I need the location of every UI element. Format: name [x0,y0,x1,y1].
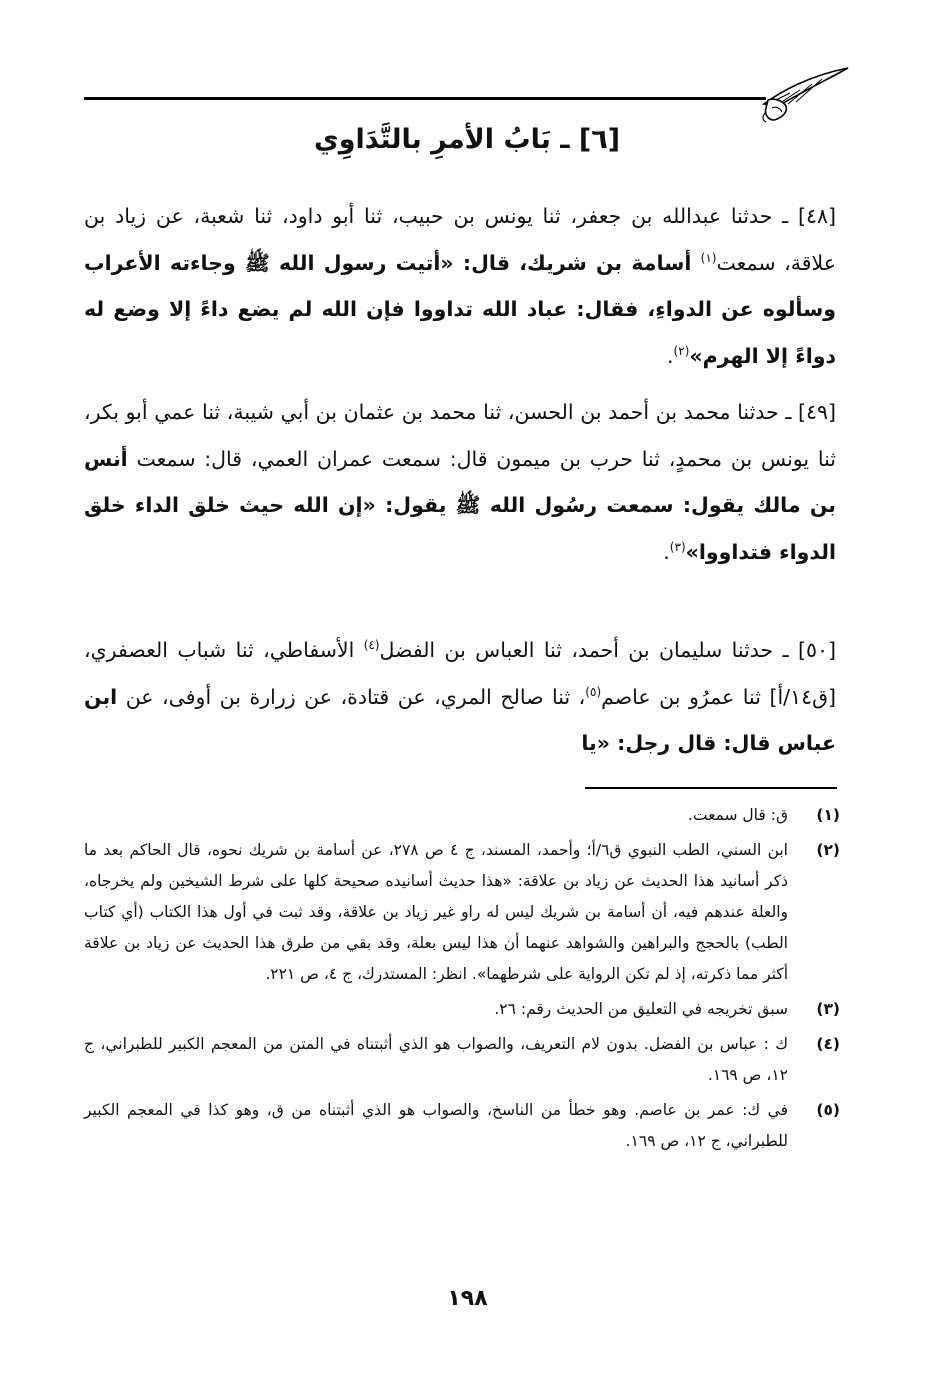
hadith-49-paragraph [84,389,836,575]
hadith-50-isnad-3: ، ثنا صالح المري، عن قتادة، عن زرارة بن أوفى، عن [117,684,586,709]
footnote-number: (٢) [816,841,840,859]
hadith-49 [84,389,836,575]
footnote-ref-5[interactable]: (٥) [585,684,602,699]
footnotes [84,800,840,1161]
footnote-ref-1[interactable]: (١) [700,250,717,265]
footnote-number: (٥) [816,1101,840,1119]
footnote-number: (١) [816,806,840,824]
footnote-text: في ك: عمر بن عاصم. وهو خطأ من الناسخ، والصواب هو الذي أثبتناه من ق، وهو كذا في المعجم الكبير للطبراني، ج ١٢، ص ١٦٩. [84,1101,788,1150]
footnote-3 [84,994,840,1025]
header-rule [84,97,766,100]
hadith-48-paragraph [84,193,836,379]
footnote-text: ابن السني، الطب النبوي ق٦/أ؛ وأحمد، المسند، ج ٤ ص ٢٧٨، عن أسامة بن شريك نحوه، قال الحاكم بعد ما ذكر أسانيد هذا الحديث عن زياد بن علاقة: «هذا حديث أسانيده صحيحة كلها على شرط الشيخين ولم يخرجاه، والعلة عندهم فيه، أن أسامة بن شريك ليس له راو غير زياد بن علاقة، وقد ثبت في أول هذا الكتاب (أي كتاب الطب) بالحجج والبراهين والشواهد عنهما أن هذا ليس بعلة، وقد بقي من طرق هذا الحديث عن زياد بن علاقة أكثر مما ذكرته، إذ لم تكن الرواية على شرطهما». انظر: المستدرك، ج ٤، ص ٢٢١. [84,841,788,983]
quill-hand-icon [760,62,852,124]
footnote-ref-4[interactable]: (٤) [363,638,380,653]
hadith-49-isnad: [٤٩] ـ حدثنا محمد بن أحمد بن الحسن، ثنا محمد بن عثمان بن أبي شيبة، ثنا عمي أبو بكر، ثنا يونس بن محمدٍ، ثنا حرب بن ميمون قال: سمعت عمران العمي، قال: سمعت [84,400,836,471]
footnote-ref-2[interactable]: (٢) [673,343,690,358]
footnote-1 [84,800,840,831]
footnote-ref-3[interactable]: (٣) [669,539,686,554]
footnote-text: ق: قال سمعت. [687,806,788,824]
footnote-number: (٤) [816,1035,840,1053]
chapter-title: [٦] ـ بَابُ الأمرِ بالتَّدَاوِي [313,124,621,155]
footnote-text: ك : عباس بن الفضل. بدون لام التعريف، والصواب هو الذي أثبتناه في المتن من المعجم الكبير للطبراني، ج ١٢، ص ١٦٩. [84,1035,788,1084]
hadith-50 [84,627,836,767]
page-number: ١٩٨ [447,1286,488,1311]
hadith-50-isnad-1: [٥٠] ـ حدثنا سليمان بن أحمد، ثنا العباس بن الفضل [379,638,837,662]
hadith-50-isnad-2: الأسفاطي، ثنا شباب العصفري، [ق١٤/أ] ثنا عمرُو بن عاصم [84,638,836,709]
hadith-49-matn: أنس بن مالك يقول: سمعت رسُول الله ﷺ يقول: «إن الله حيث خلق الداء خلق الدواء فتداووا» [84,446,836,564]
footnote-5 [84,1095,840,1157]
hadith-48-matn: أسامة بن شريك، قال: «أتيت رسول الله ﷺ وجاءته الأعراب وسألوه عن الدواءِ، فقال: عباد الله تداووا فإن الله لم يضع داءً إلا وضع له دواءً إلا الهرم» [84,250,836,368]
hadith-50-matn: ابن عباس قال: قال رجل: «يا [84,684,836,755]
hadith-49-end: . [663,539,670,564]
footnote-number: (٣) [816,1000,840,1018]
hadith-50-paragraph [84,627,836,767]
hadith-48-isnad: [٤٨] ـ حدثنا عبدالله بن جعفر، ثنا يونس بن حبيب، ثنا أبو داود، ثنا شعبة، عن زياد بن علاقة، سمعت [84,204,836,275]
footnote-2 [84,835,840,990]
footnote-4 [84,1029,840,1091]
hadith-48-end: . [667,343,674,368]
footnote-rule [585,787,837,789]
footnote-text: سبق تخريجه في التعليق من الحديث رقم: ٢٦. [494,1000,788,1018]
hadith-48 [84,193,836,379]
